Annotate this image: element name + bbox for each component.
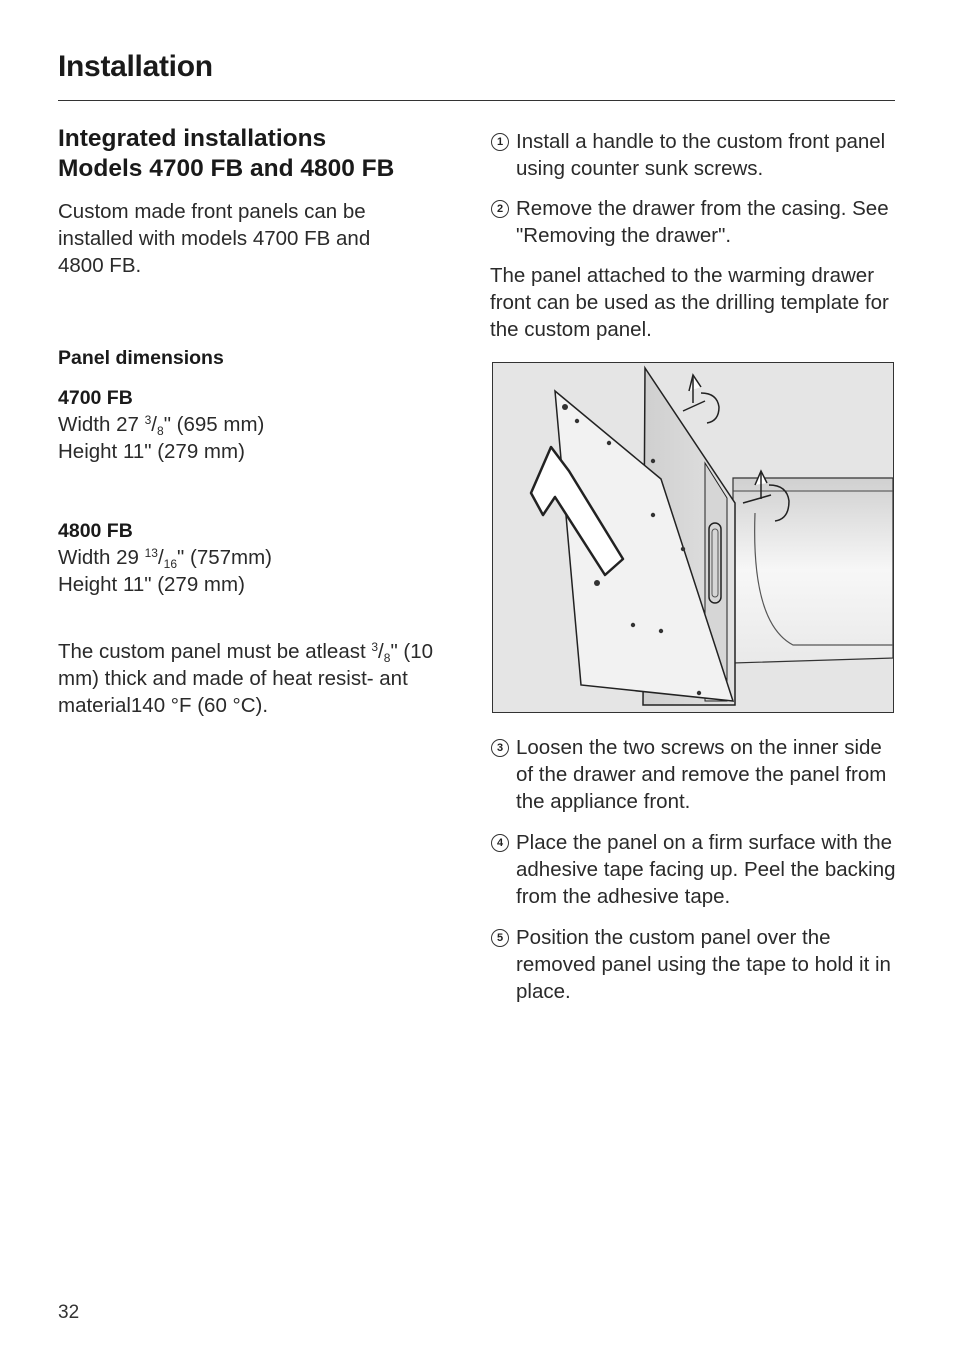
- step-4: [490, 829, 900, 910]
- intro-paragraph: Custom made front panels can be installed with models 4700 FB and 4800 FB.: [58, 200, 371, 277]
- width-numerator: 13: [144, 546, 158, 560]
- step-5: [490, 924, 900, 1005]
- template-note: The panel attached to the warming drawer front can be used as the drilling template for the custom panel.: [490, 264, 889, 341]
- step-5-text: Position the custom panel over the removed panel using the tape to hold it in place.: [516, 926, 891, 1003]
- step-1-text: Install a handle to the custom front panel using counter sunk screws.: [516, 130, 886, 180]
- width-prefix: Width 27: [58, 413, 145, 436]
- step-3-text: Loosen the two screws on the inner side of the drawer and remove the panel from the appliance front.: [516, 736, 887, 813]
- illustration-svg: [493, 363, 893, 712]
- width-prefix: Width 29: [58, 546, 145, 569]
- page-title: Installation: [58, 50, 213, 83]
- model-4700-height: Height 11" (279 mm): [58, 440, 245, 463]
- steps-after-figure: [490, 734, 900, 1005]
- model-4800-heading: 4800 FB: [58, 520, 133, 542]
- model-4800-height: Height 11" (279 mm): [58, 573, 245, 596]
- thickness-denominator: 8: [383, 651, 391, 665]
- thickness-paragraph: The custom panel must be atleast $^3/_8$" (10 mm) thick and made of heat resist- ant material140 °F (60 °C).: [58, 640, 434, 717]
- width-denominator: 16: [163, 557, 178, 571]
- width-suffix: " (757mm): [177, 546, 273, 569]
- step-2: [490, 195, 900, 249]
- page-number: 32: [58, 1302, 80, 1323]
- panel-removal-illustration: [492, 362, 894, 713]
- step-2-text: Remove the drawer from the casing. See "Removing the drawer".: [516, 197, 889, 247]
- model-4700-width: Width 27 $^3/_8$" (695 mm): [58, 413, 265, 438]
- panel-dimensions-heading: Panel dimensions: [58, 347, 224, 369]
- width-numerator: 3: [144, 413, 152, 427]
- left-column: [58, 124, 458, 719]
- step-number-5: 5: [491, 929, 509, 947]
- header-rule: [58, 100, 895, 101]
- step-4-text: Place the panel on a firm surface with the adhesive tape facing up. Peel the backing from the adhesive tape.: [516, 831, 896, 908]
- width-suffix: " (695 mm): [163, 413, 265, 436]
- thickness-numerator: 3: [371, 640, 379, 654]
- step-1: [490, 128, 900, 182]
- right-column: [490, 128, 900, 343]
- step-number-1: 1: [491, 133, 509, 151]
- step-number-4: 4: [491, 834, 509, 852]
- width-denominator: 8: [157, 424, 164, 438]
- thickness-suffix: " (10 mm) thick and made of heat resist- ant material140 °F (60 °C).: [58, 640, 434, 717]
- step-number-3: 3: [491, 739, 509, 757]
- section-heading-line2: Models 4700 FB and 4800 FB: [58, 155, 395, 182]
- model-4700-heading: 4700 FB: [58, 387, 133, 409]
- section-heading-line1: Integrated installations: [58, 125, 327, 152]
- model-4800-width: Width 29 $^{13}/_{16}$" (757mm): [58, 546, 273, 571]
- step-number-2: 2: [491, 200, 509, 218]
- section-heading: [58, 124, 458, 184]
- thickness-prefix: The custom panel must be atleast: [58, 640, 372, 663]
- step-3: [490, 734, 900, 815]
